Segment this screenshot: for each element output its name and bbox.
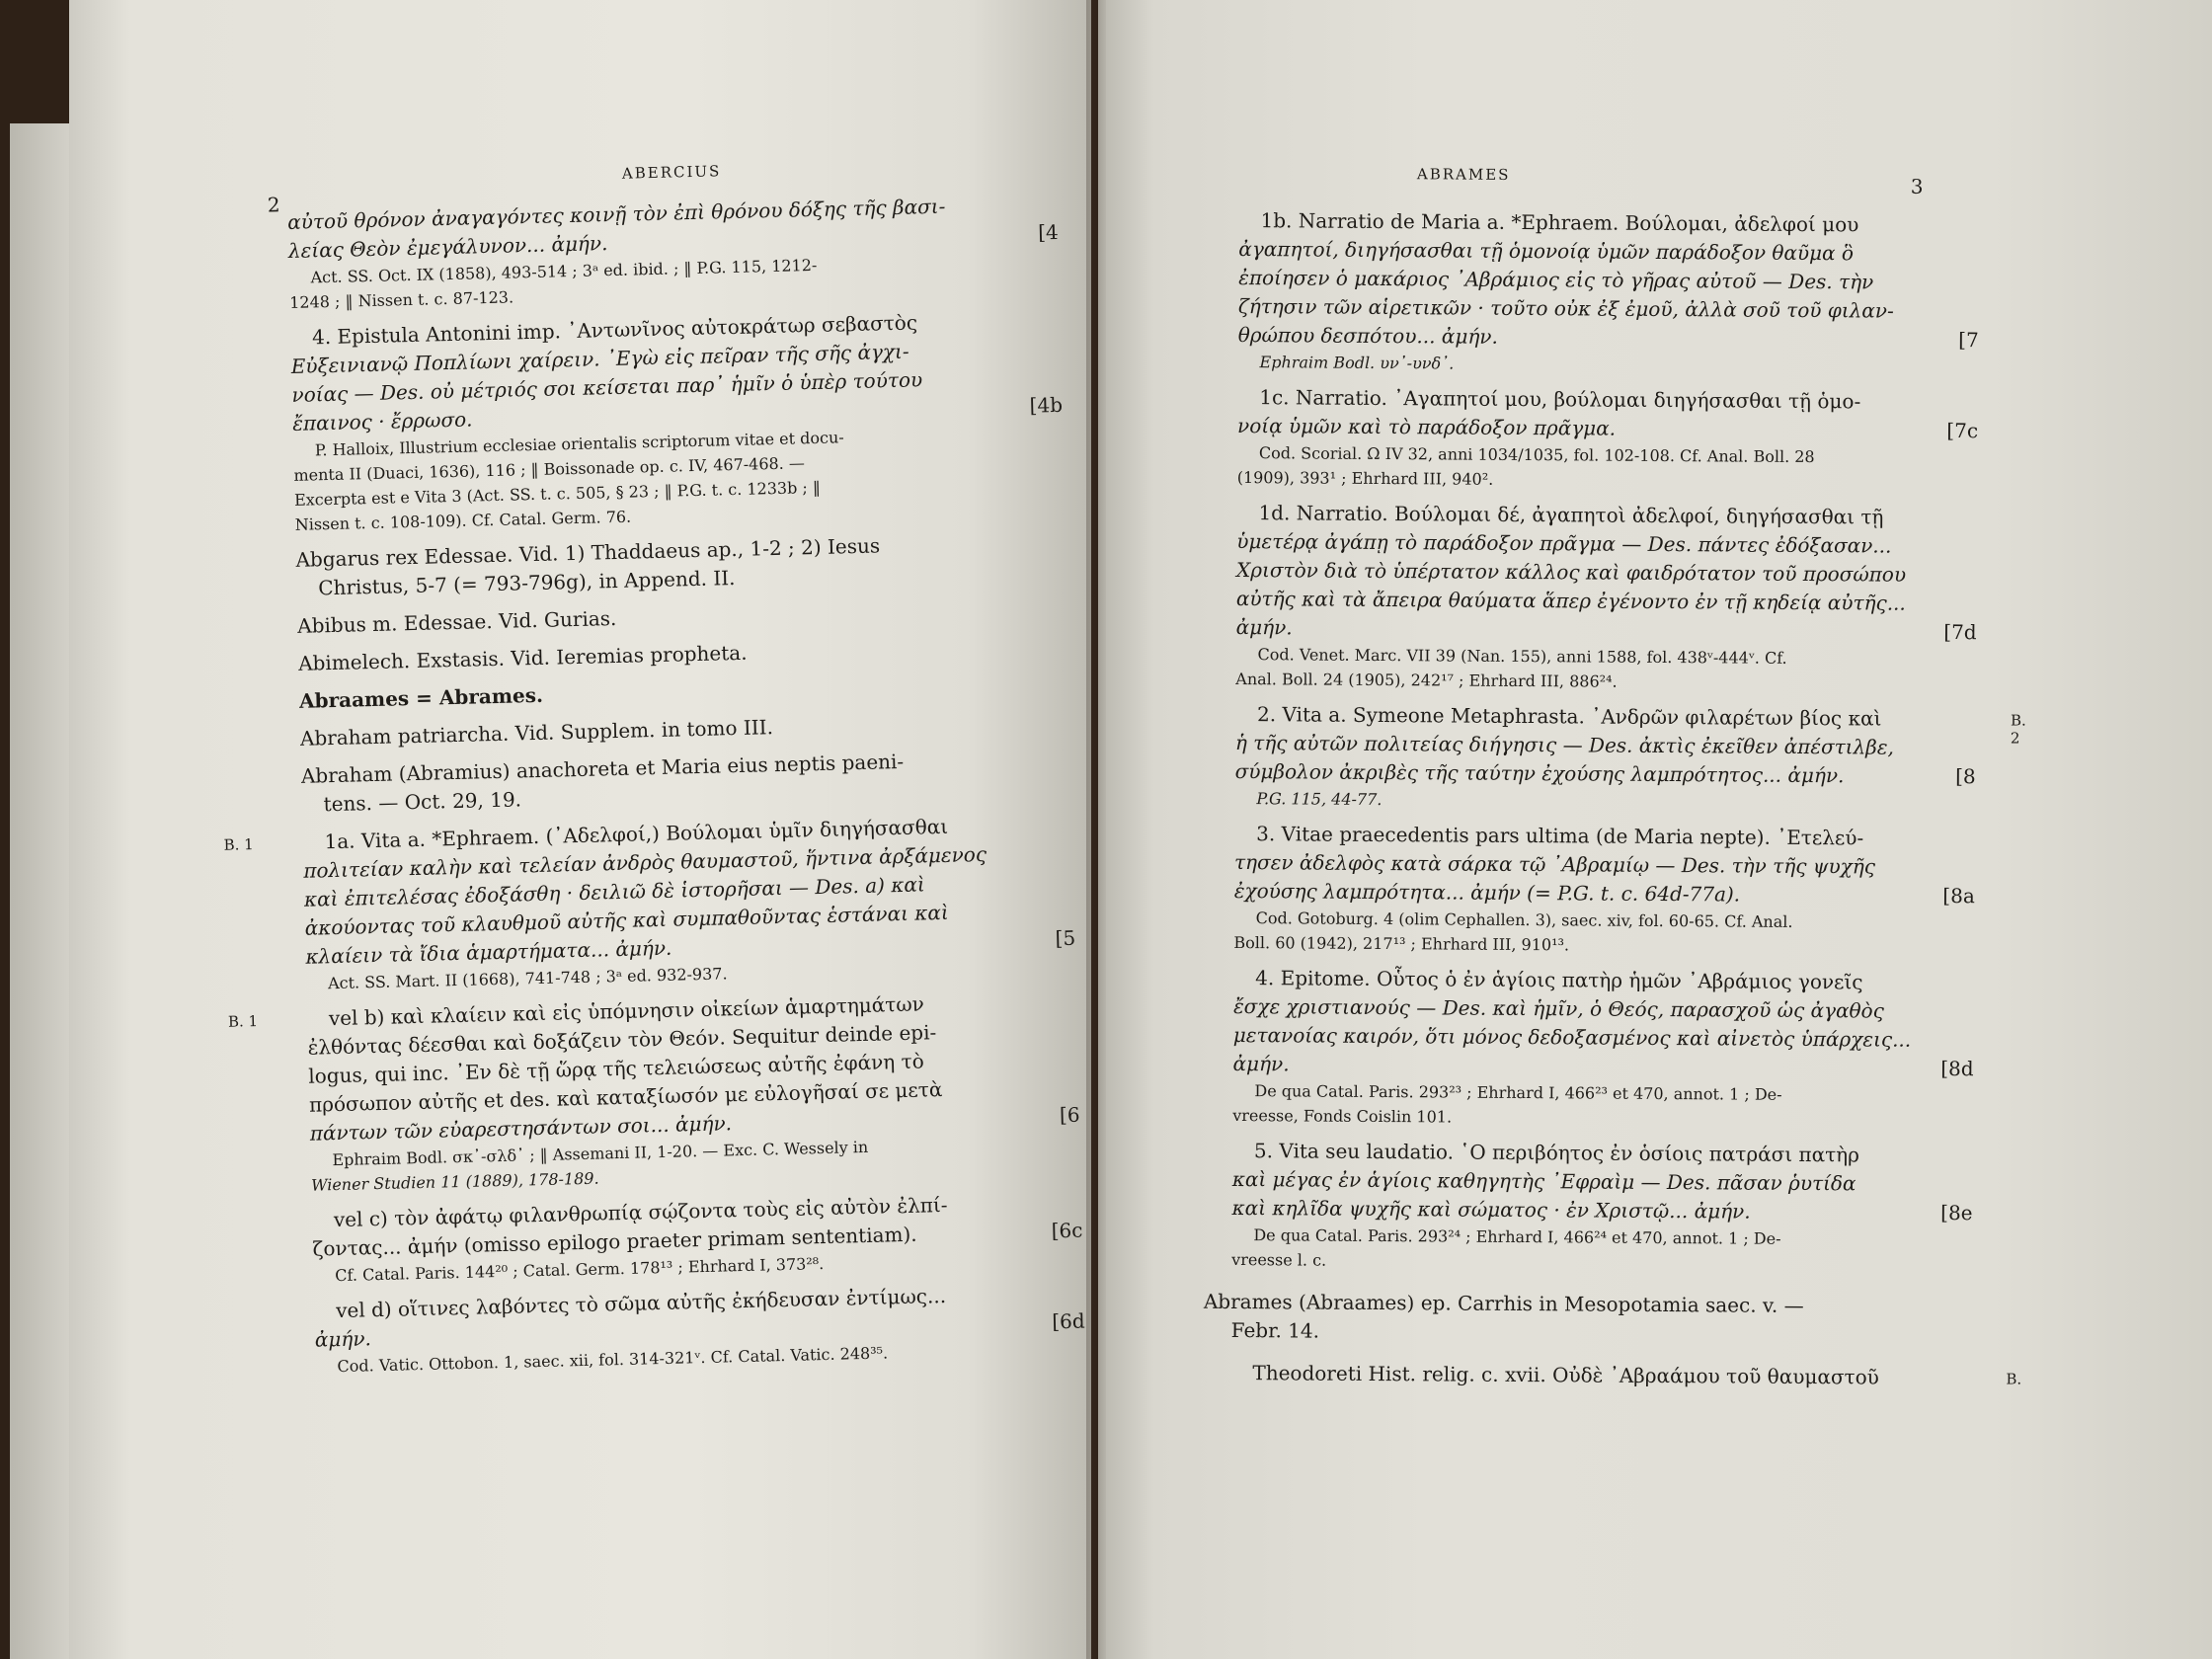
text-line: ἀμήν. [1235, 614, 1293, 640]
text-line: 1d. Narratio. Βούλομαι δέ, ἀγαπητοὶ ἀδελφοί, διηγήσασθαι τῇ [1258, 501, 1884, 529]
section-tag: [5 [1055, 925, 1076, 951]
reference-line: Boll. 60 (1942), 217¹³ ; Ehrhard III, 910¹³. [1233, 932, 1570, 955]
text-line: logus, qui inc. ᾿Εν δὲ τῇ ὥρᾳ τῆς τελειώσεως αὐτῆς ἐφάνη τὸ [308, 1049, 924, 1088]
section-tag: [8d [1940, 1056, 1974, 1081]
entry-abimelech: Abimelech. Exstasis. Vid. Ieremias propheta. [297, 640, 748, 675]
left-page-content [223, 154, 1086, 1380]
entry-abraham-anachoreta [301, 744, 1072, 820]
entry-3 [1233, 820, 1975, 960]
entry-vel-d [314, 1279, 1086, 1380]
entry-vel-c [312, 1188, 1084, 1289]
headword-line: Abrames (Abraames) ep. Carrhis in Mesopotamia saec. v. — [1203, 1289, 1804, 1318]
reference-line: P.G. 115, 44-77. [1256, 789, 1382, 810]
text-line: πάντων τῶν εὐαρεστησάντων σοι... ἀμήν. [309, 1111, 733, 1146]
reference-line: Cod. Gotoburg. 4 (olim Cephallen. 3), saec. xiv, fol. 60-65. Cf. Anal. [1255, 908, 1793, 931]
text-line: 4. Epistula Antonini imp. ᾿Αντωνῖνος αὐτοκράτωρ σεβαστὸς [311, 310, 918, 350]
text-line: Εὐξεινιανῷ Πoπλίωνι χαίρειν. ᾿Εγὼ εἰς πεῖραν τῆς σῆς ἀγχι- [290, 339, 909, 378]
reference-line: 1248 ; ‖ Nissen t. c. 87-123. [288, 287, 514, 312]
text-line: ἀμήν. [1232, 1051, 1290, 1076]
section-tag: [6d [1052, 1308, 1085, 1334]
reference-line: Anal. Boll. 24 (1905), 242¹⁷ ; Ehrhard III, 886²⁴. [1235, 669, 1618, 691]
headword-line: Christus, 5-7 (= 793-796g), in Append. II. [317, 566, 736, 600]
reference-line: Cod. Venet. Marc. VII 39 (Nan. 155), anni 1588, fol. 438ᵛ-444ᵛ. Cf. [1257, 645, 1787, 668]
entry-continuation [287, 190, 1060, 315]
section-tag: [6 [1059, 1102, 1080, 1128]
entry-abraames: Abraames = Abrames. [298, 682, 544, 713]
entry-abraham-patriarcha: Abraham patriarcha. Vid. Supplem. in tomo III. [299, 715, 774, 750]
entry-1d [1235, 499, 1977, 696]
text-line: vel b) καὶ κλαίειν καὶ εἰς ὑπόμνησιν οἰκείων ἁμαρτημάτων [328, 991, 925, 1031]
reference-line: Wiener Studien 11 (1889), 178-189. [310, 1168, 599, 1195]
running-head: ABERCIUS [621, 162, 722, 183]
page-number: 2 [267, 193, 280, 217]
text-line: 4. Epitome. Οὗτος ὁ ἐν ἁγίοις πατὴρ ἡμῶν ᾿Αβράμιος γονεῖς [1255, 966, 1863, 994]
text-line: 1a. Vita a. *Ephraem. (᾿Αδελφοί,) Βούλομαι ὑμῖν διηγήσασθαι [324, 814, 949, 854]
text-line: 3. Vitae praecedentis pars ultima (de Maria nepte). ᾿Ετελεύ- [1256, 822, 1864, 850]
text-line: σύμβολον ἀκριβὲς τῆς ταύτην ἐχούσης λαμπρότητος... ἀμήν. [1234, 758, 1845, 788]
entry-abibus: Abibus m. Edessae. Vid. Gurias. [296, 605, 617, 638]
margin-note: B. 1 [227, 1011, 259, 1031]
text-line: ἀκούοντας τοῦ κλαυθμοῦ αὐτῆς καὶ συμπαθοῦντας ἑστάναι καὶ [304, 900, 949, 940]
reference-line: P. Halloix, Illustrium ecclesiae orientalis scriptorum vitae et docu- [314, 428, 844, 460]
text-line: 1c. Narratio. ᾿Αγαπητοί μου, βούλομαι διηγήσασθαι τῇ ὁμο- [1259, 385, 1861, 414]
text-line: τησεν ἀδελφὸς κατὰ σάρκα τῷ ᾿Αβραμίῳ — Des. τὴν τῆς ψυχῆς [1233, 849, 1876, 879]
entry-theodoreti [1230, 1359, 2022, 1392]
text-line: Χριστὸν διὰ τὸ ὑπέρτατον κάλλος καὶ φαιδρότατον τοῦ προσώπου [1236, 557, 1907, 587]
section-tag: [7d [1943, 619, 1977, 645]
reference-line: Act. SS. Oct. IX (1858), 493-514 ; 3ᵃ ed. ibid. ; ‖ P.G. 115, 1212- [310, 255, 818, 287]
reference-line: Ephraim Bodl. υν᾿-υνδ᾿. [1259, 353, 1455, 373]
text-line: ὑμετέρᾳ ἀγάπῃ τὸ παράδοξον πρᾶγμα — Des. πάντες ἐδόξασαν... [1236, 528, 1892, 558]
entry-abrames [1203, 1288, 1972, 1350]
section-tag: [8e [1940, 1200, 1973, 1225]
reference-line: Cf. Catal. Paris. 144²⁰ ; Catal. Germ. 178¹³ ; Ehrhard I, 373²⁸. [335, 1254, 825, 1286]
entry-abgarus [295, 527, 1066, 603]
text-line: 2. Vita a. Symeone Metaphrasta. ᾿Ανδρῶν φιλαρέτων βίος καὶ [1256, 702, 1882, 731]
section-tag: [8 [1955, 764, 1976, 789]
text-line: ἔπαινος · ἔρρωσο. [291, 407, 473, 435]
reference-line: Ephraim Bodl. σκ᾿-σλδ᾿ ; ‖ Assemani II, 1-20. — Exc. C. Wessely in [332, 1137, 869, 1170]
reference-line: menta II (Duaci, 1636), 116 ; ‖ Boissonade op. c. IV, 467-468. — [293, 453, 806, 485]
margin-note: B. [2006, 1370, 2022, 1388]
text-line: αὐτῆς καὶ τὰ ἄπειρα θαύματα ἅπερ ἐγένοντο ἐν τῇ κηδείᾳ αὐτῆς... [1235, 586, 1906, 615]
section-tag: [8a [1942, 883, 1975, 908]
reference-line: De qua Catal. Paris. 293²³ ; Ehrhard I, 466²³ et 470, annot. 1 ; De- [1254, 1081, 1782, 1104]
entry-1c [1237, 383, 1979, 495]
section-tag: [7c [1946, 419, 1979, 443]
entry-5 [1231, 1137, 1973, 1277]
right-page [1098, 0, 2212, 1659]
section-tag: [4b [1029, 392, 1064, 418]
text-line: vel c) τὸν ἀφάτῳ φιλανθρωπίᾳ σῴζοντα τοὺς εἰς αὐτὸν ἐλπί- [333, 1192, 948, 1232]
reference-line: Act. SS. Mart. II (1668), 741-748 ; 3ᵃ ed. 932-937. [327, 964, 728, 993]
right-page-content [1203, 158, 2026, 1392]
reference-line: Cod. Scorial. Ω IV 32, anni 1034/1035, fol. 102-108. Cf. Anal. Boll. 28 [1258, 443, 1815, 467]
section-tag: [4 [1037, 219, 1059, 245]
section-tag: [6c [1051, 1218, 1083, 1243]
reference-line: Nissen t. c. 108-109). Cf. Catal. Germ. 76. [294, 507, 632, 534]
text-line: ἔσχε χριστιανούς — Des. καὶ ἡμῖν, ὁ Θεός, παρασχοῦ ὡς ἀγαθὸς [1232, 993, 1884, 1023]
text-line: νοίᾳ ὑμῶν καὶ τὸ παράδοξον πρᾶγμα. [1237, 413, 1617, 440]
left-page [69, 0, 1091, 1659]
headword-line: Febr. 14. [1230, 1317, 1320, 1343]
text-line: 1b. Narratio de Maria a. *Ephraem. Βούλομαι, ἀδελφοί μου [1260, 208, 1859, 237]
section-tag: [7 [1958, 328, 1979, 353]
gutter-shadow [1086, 0, 1106, 1659]
text-line: καὶ μέγας ἐν ἁγίοις καθηγητὴς ᾿Εφραὶμ — Des. πᾶσαν ῥυτίδα [1231, 1166, 1856, 1196]
entry-vel-b [227, 987, 1082, 1198]
text-line: ἡ τῆς αὐτῶν πολιτείας διήγησις — Des. ἀκτὶς ἐκεῖθεν ἀπέστιλβε, [1234, 730, 1894, 759]
text-line: ἐχούσης λαμπρότητα... ἀμήν (= P.G. t. c. 64d-77a). [1233, 878, 1741, 907]
text-line: πολιτείαν καλὴν καὶ τελείαν ἀνδρὸς θαυμαστοῦ, ἥντινα ἀρξάμενος [302, 841, 988, 883]
text-line: καὶ ἐπιτελέσας ἐδοξάσθη · δειλιῶ δὲ ἱστορῆσαι — Des. a) καὶ [303, 872, 926, 911]
text-line: ἀμήν. [314, 1326, 372, 1352]
entry-1b [1237, 206, 1979, 379]
text-line: 5. Vita seu laudatio. ῾Ο περιβόητος ἐν ὁσίοις πατράσι πατὴρ [1253, 1139, 1860, 1167]
text-line: Theodoreti Hist. relig. c. xvii. Οὐδὲ ᾿Αβραάμου τοῦ θαυμαστοῦ [1252, 1361, 1879, 1389]
text-line: λείας Θεὸν ἐμεγάλυνον... ἀμήν. [287, 231, 608, 263]
text-line: θρώπου δεσπότου... ἀμήν. [1237, 322, 1498, 349]
margin-note: B. 2 [2010, 711, 2026, 748]
right-header [1239, 158, 1980, 202]
text-line: νοίας — Des. οὐ μέτριός σοι κείσεται παρ᾿ ἡμῖν ὁ ὑπὲρ τούτου [291, 367, 923, 407]
text-line: ἀγαπητοί, διηγήσασθαι τῇ ὁμονοίᾳ ὑμῶν παράδοξον θαῦμα ὃ [1238, 236, 1855, 266]
entry-vita-1a [223, 810, 1076, 996]
reference-line: Cod. Vatic. Ottobon. 1, saec. xii, fol. 314-321ᵛ. Cf. Catal. Vatic. 248³⁵. [337, 1343, 889, 1377]
text-line: ἐλθόντας δέεσθαι καὶ δοξάζειν τὸν Θεόν. Sequitur deinde epi- [307, 1020, 937, 1060]
text-line: ἐποίησεν ὁ μακάριος ᾿Αβράμιος εἰς τὸ γῆρας αὐτοῦ — Des. τὴν [1238, 265, 1874, 294]
reference-line: vreesse l. c. [1231, 1249, 1327, 1270]
entry-2 [1234, 700, 2026, 816]
margin-note: B. 1 [223, 835, 254, 854]
text-line: ζοντας... ἀμήν (omisso epilogo praeter primam sententiam). [312, 1222, 917, 1261]
text-line: αὐτοῦ θρόνον ἀναγαγόντες κοινῇ τὸν ἐπὶ θρόνου δόξης τῆς βασι- [286, 194, 946, 234]
reference-line: vreesse, Fonds Coislin 101. [1232, 1105, 1453, 1127]
text-line: vel d) οἵτινες λαβόντες τὸ σῶμα αὐτῆς ἐκήδευσαν ἐντίμως... [335, 1284, 947, 1323]
text-line: ζήτησιν τῶν αἱρετικῶν · τοῦτο οὐκ ἐξ ἐμοῦ, ἀλλὰ σοῦ τοῦ φιλαν- [1237, 293, 1894, 323]
headword-line: Abgarus rex Edessae. Vid. 1) Thaddaeus ap., 1-2 ; 2) Iesus [295, 533, 881, 572]
text-line: πρόσωπον αὐτῆς et des. καὶ καταξίωσόν με εὐλογῆσαί σε μετὰ [308, 1077, 943, 1117]
entry-4 [1232, 964, 1974, 1133]
page-number: 3 [1910, 174, 1924, 198]
headword-line: tens. — Oct. 29, 19. [323, 787, 522, 817]
entry-epistula [290, 305, 1066, 537]
reference-line: (1909), 393¹ ; Ehrhard III, 940². [1236, 467, 1494, 489]
text-line: καὶ κηλῖδα ψυχῆς καὶ σώματος · ἐν Χριστῷ... ἀμήν. [1231, 1195, 1751, 1224]
text-line: κλαίειν τὰ ἴδια ἁμαρτήματα... ἀμήν. [305, 935, 672, 969]
running-head: ABRAMES [1416, 165, 1511, 184]
reference-line: De qua Catal. Paris. 293²⁴ ; Ehrhard I, 466²⁴ et 470, annot. 1 ; De- [1253, 1225, 1781, 1248]
text-line: μετανοίας καιρόν, ὅτι μόνος δεδοξασμένος καὶ αἰνετὸς ὑπάρχεις... [1232, 1022, 1912, 1052]
headword-line: Abraham (Abramius) anachoreta et Maria eius neptis paeni- [300, 749, 905, 788]
reference-line: Excerpta est e Vita 3 (Act. SS. t. c. 505, § 23 ; ‖ P.G. t. c. 1233b ; ‖ [293, 477, 822, 510]
